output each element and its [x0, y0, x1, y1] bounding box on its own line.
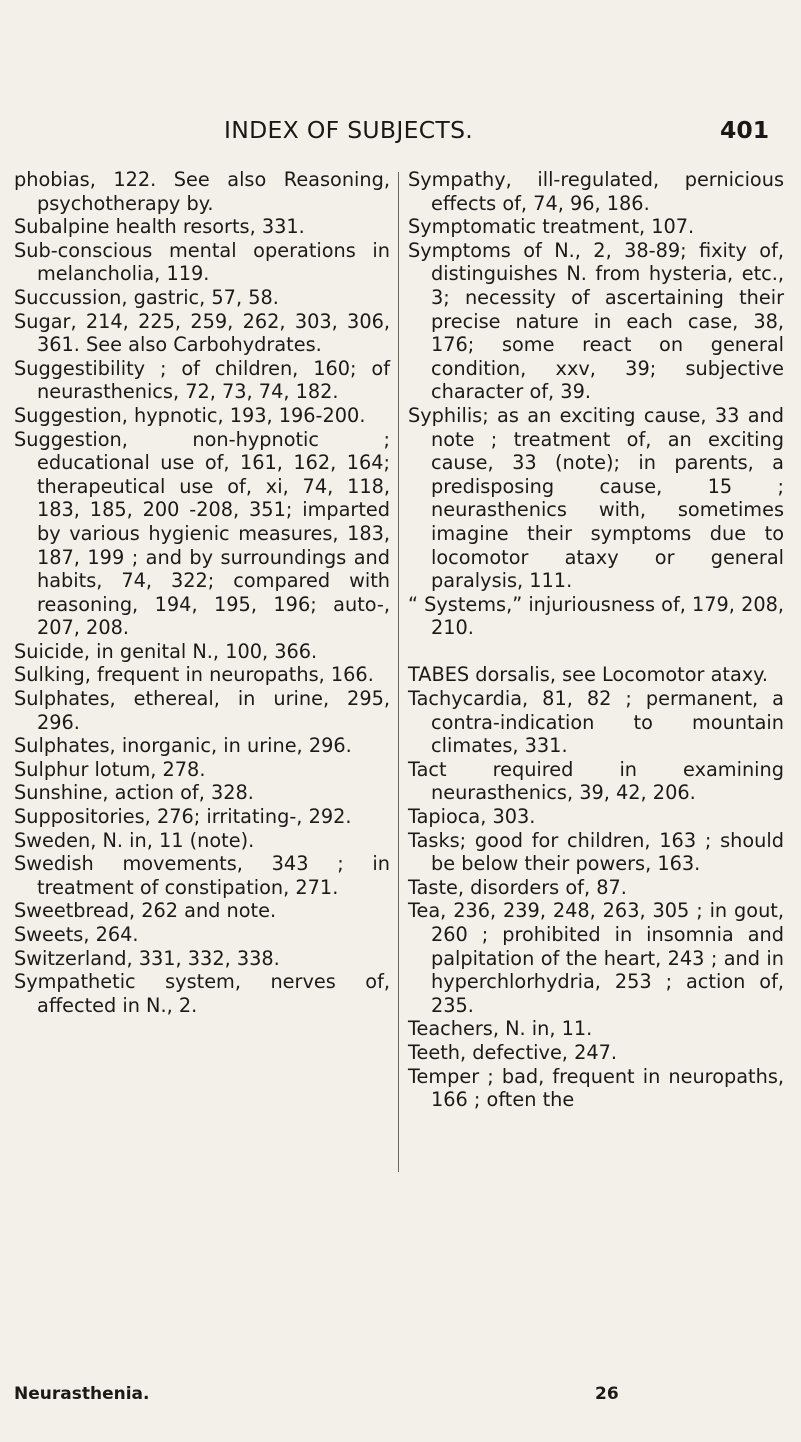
index-entry: Teeth, defective, 247.: [408, 1040, 617, 1064]
index-entry: Sweets, 264.: [14, 923, 139, 946]
index-entry: Sulphates, ethereal, in urine, 295, 296.: [14, 687, 390, 734]
index-entry: Symptoms of N., 2, 38-89; fixity of, distinguishes N. from hysteria, etc., 3; necessity of ascertaining their precise nature in each case, 38, 176; some react on general condition, xxv, 39; subjective character of, 39.: [408, 238, 784, 404]
index-entry: Symptomatic treatment, 107.: [408, 215, 695, 239]
index-entry: Syphilis; as an exciting cause, 33 and note ; treatment of, an exciting cause, 33 (note); in parents, a predisposing cause, 15 ; neurasthenics with, sometimes imagine their symptoms due to locomotor ataxy or general paralysis, 111.: [408, 403, 784, 593]
index-entry: Tachycardia, 81, 82 ; permanent, a contra-indication to mountain climates, 331.: [408, 687, 784, 758]
index-entry: TABES dorsalis, see Locomotor ataxy.: [408, 663, 768, 687]
signature-mark: Neurasthenia.: [14, 1384, 150, 1404]
index-entry: Sulphur lotum, 278.: [14, 757, 206, 781]
index-entry: Temper ; bad, frequent in neuropaths, 166 ; often the: [408, 1064, 784, 1112]
index-entry: Tasks; good for children, 163 ; should be below their powers, 163.: [408, 828, 784, 876]
index-entry: Suggestion, hypnotic, 193, 196-200.: [14, 403, 366, 427]
index-entry: Sunshine, action of, 328.: [14, 781, 254, 805]
right-column: [408, 168, 784, 1112]
index-entry: Sweetbread, 262 and note.: [14, 899, 277, 923]
index-entry: Sugar, 214, 225, 259, 262, 303, 306, 361. See also Carbohydrates.: [14, 309, 390, 357]
section-gap: [408, 640, 784, 664]
index-entry: Teachers, N. in, 11.: [408, 1017, 593, 1041]
sheet-number: 26: [595, 1384, 619, 1404]
index-entry: phobias, 122. See also Reasoning, psychotherapy by.: [14, 168, 390, 215]
index-entry: Sub-conscious mental operations in melancholia, 119.: [14, 238, 390, 286]
index-entry: Tea, 236, 239, 248, 263, 305 ; in gout, 260 ; prohibited in insomnia and palpitation of the heart, 243 ; and in hyperchlorhydria, 253 ; action of, 235.: [408, 899, 784, 1017]
index-entry: Suicide, in genital N., 100, 366.: [14, 639, 318, 663]
index-entry: Taste, disorders of, 87.: [408, 875, 627, 899]
index-entry: Suggestion, non-hypnotic ; educational use of, 161, 162, 164; therapeutical use of, xi, 74, 118, 183, 185, 200 -208, 351; imparted by various hygienic measures, 183, 187, 199 ; and by surroundings and habits, 74, 322; compared with reasoning, 194, 195, 196; auto-, 207, 208.: [14, 427, 390, 640]
index-entry: Tact required in examining neurasthenics, 39, 42, 206.: [408, 757, 784, 805]
index-entry: Subalpine health resorts, 331.: [14, 215, 305, 239]
index-entry: Sulphates, inorganic, in urine, 296.: [14, 734, 352, 758]
page-header: [0, 116, 801, 146]
index-entry: Sympathy, ill-regulated, pernicious effects of, 74, 96, 186.: [408, 168, 784, 215]
page-footer: [0, 1384, 801, 1408]
index-entry: Switzerland, 331, 332, 338.: [14, 946, 280, 970]
running-title: INDEX OF SUBJECTS.: [224, 116, 474, 144]
index-entry: Tapioca, 303.: [408, 805, 536, 829]
index-entry: Suggestibility ; of children, 160; of neurasthenics, 72, 73, 74, 182.: [14, 356, 390, 404]
index-entry: Sulking, frequent in neuropaths, 166.: [14, 663, 374, 687]
index-entry: Suppositories, 276; irritating-, 292.: [14, 805, 352, 829]
column-divider: [398, 172, 399, 1172]
page-number: 401: [720, 116, 770, 144]
index-entry: “ Systems,” injuriousness of, 179, 208, 210.: [408, 592, 784, 640]
index-entry: Sweden, N. in, 11 (note).: [14, 828, 255, 852]
index-entry: Swedish movements, 343 ; in treatment of constipation, 271.: [14, 852, 390, 899]
index-entry: Sympathetic system, nerves of, affected in N., 2.: [14, 970, 390, 1017]
left-column: [14, 168, 390, 1017]
index-entry: Succussion, gastric, 57, 58.: [14, 285, 279, 309]
